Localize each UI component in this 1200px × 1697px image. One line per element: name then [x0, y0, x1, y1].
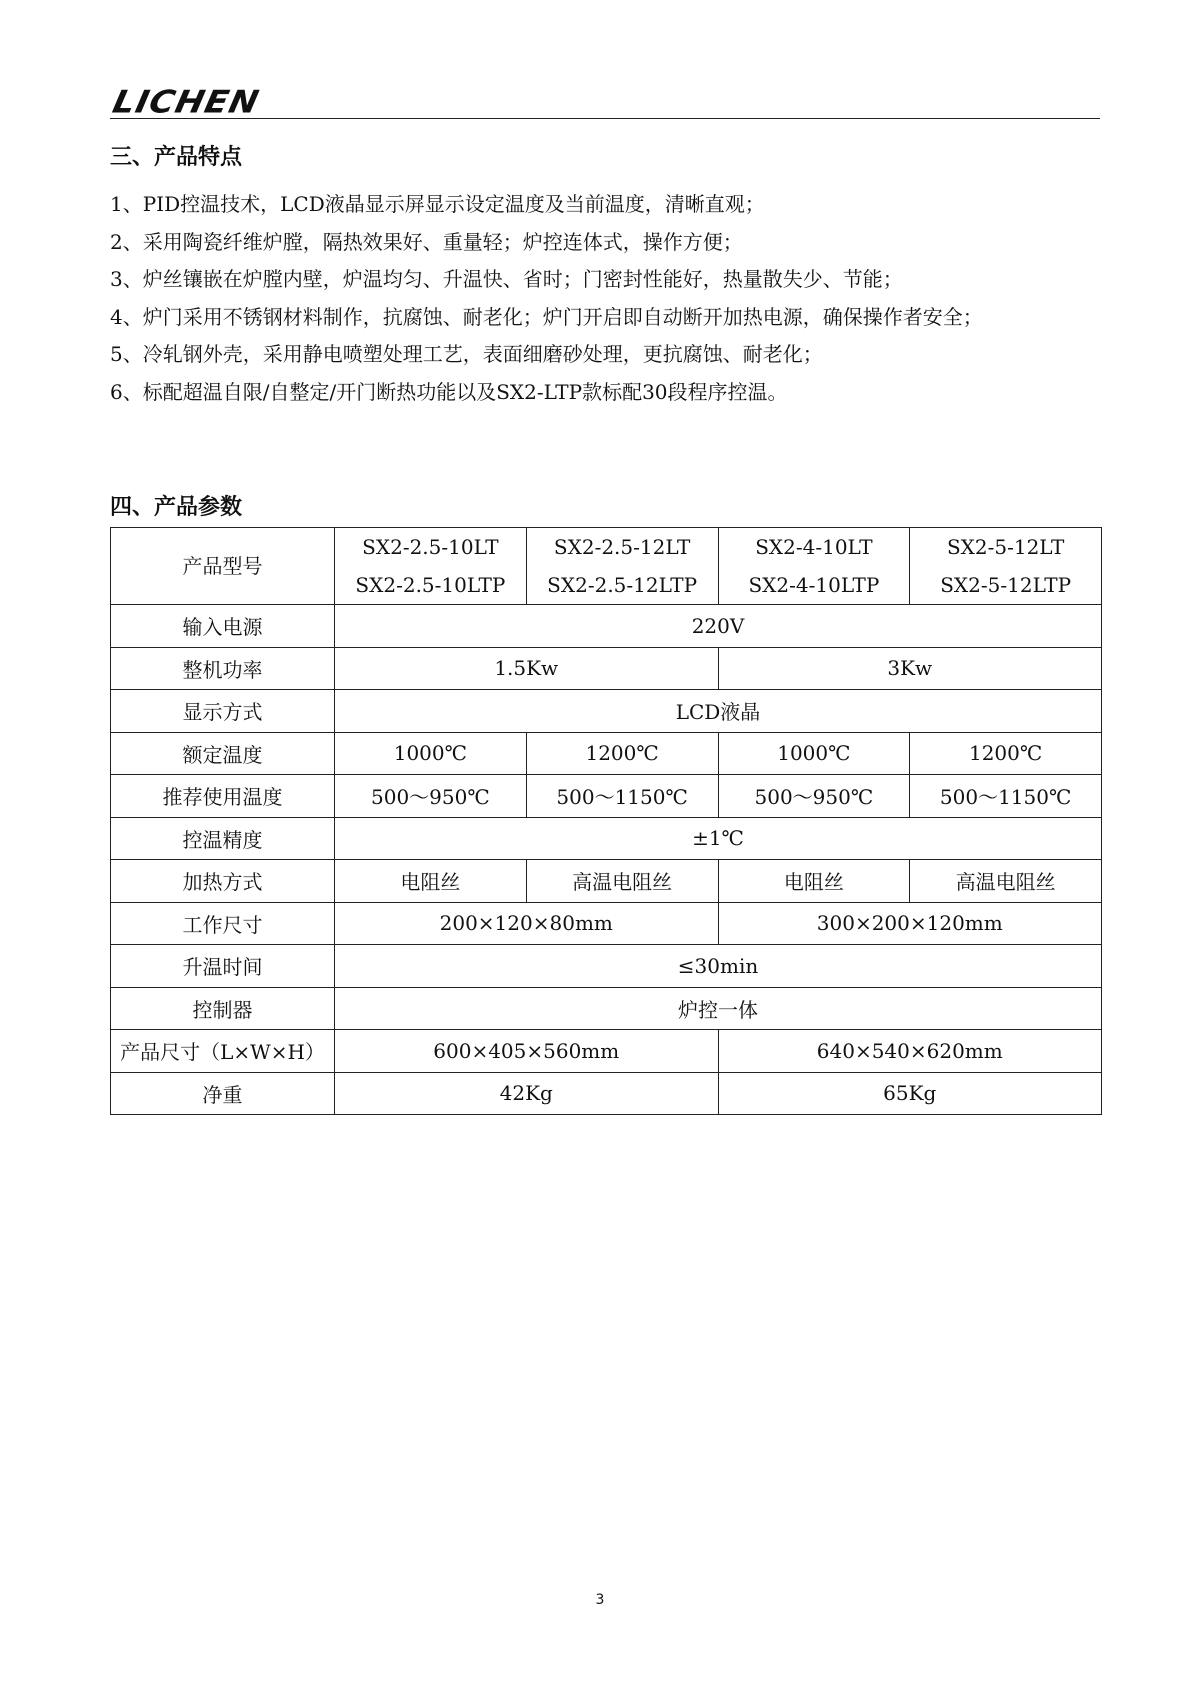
table-cell: 1200℃ [910, 732, 1102, 775]
row-label: 工作尺寸 [111, 902, 335, 945]
table-row [111, 987, 1102, 1030]
feature-item: 5、冷轧钢外壳，采用静电喷塑处理工艺，表面细磨砂处理，更抗腐蚀、耐老化； [110, 342, 823, 366]
page-header [110, 78, 1100, 119]
table-row [111, 1072, 1102, 1115]
row-label: 净重 [111, 1072, 335, 1115]
row-label: 产品型号 [111, 528, 335, 605]
page-number: 3 [595, 1592, 605, 1608]
params-title: 四、产品参数 [110, 495, 243, 520]
table-row [111, 945, 1102, 988]
table-row [111, 732, 1102, 775]
table-cell: ±1℃ [335, 817, 1102, 860]
table-cell: 500～950℃ [718, 775, 910, 818]
feature-item: 3、炉丝镶嵌在炉膛内壁，炉温均匀、升温快、省时；门密封性能好，热量散失少、节能； [110, 267, 903, 291]
table-cell: 200×120×80mm [335, 902, 719, 945]
table-row [111, 902, 1102, 945]
table-cell: 1000℃ [718, 732, 910, 775]
model-cell: SX2-5-12LT SX2-5-12LTP [910, 528, 1102, 605]
table-cell: 3Kw [718, 647, 1102, 690]
row-label: 产品尺寸（L×W×H） [111, 1030, 335, 1073]
table-row [111, 860, 1102, 903]
table-cell: 500～950℃ [335, 775, 527, 818]
row-label: 控温精度 [111, 817, 335, 860]
table-cell: LCD液晶 [335, 690, 1102, 733]
table-cell: 500～1150℃ [526, 775, 718, 818]
features-title: 三、产品特点 [110, 145, 243, 170]
row-label: 控制器 [111, 987, 335, 1030]
model-cell: SX2-2.5-10LT SX2-2.5-10LTP [335, 528, 527, 605]
table-cell: 电阻丝 [718, 860, 910, 903]
table-row [111, 1030, 1102, 1073]
table-cell: 电阻丝 [335, 860, 527, 903]
table-cell: 1200℃ [526, 732, 718, 775]
row-label: 整机功率 [111, 647, 335, 690]
table-cell: 65Kg [718, 1072, 1102, 1115]
table-cell: 1000℃ [335, 732, 527, 775]
row-label: 加热方式 [111, 860, 335, 903]
row-label: 升温时间 [111, 945, 335, 988]
table-row [111, 690, 1102, 733]
params-table [110, 527, 1102, 1115]
table-row [111, 528, 1102, 605]
feature-item: 1、PID控温技术，LCD液晶显示屏显示设定温度及当前温度，清晰直观； [110, 192, 765, 216]
table-cell: 高温电阻丝 [910, 860, 1102, 903]
table-cell: 300×200×120mm [718, 902, 1102, 945]
features-list [110, 186, 1100, 411]
table-row [111, 775, 1102, 818]
table-cell: 高温电阻丝 [526, 860, 718, 903]
table-row [111, 647, 1102, 690]
model-cell: SX2-4-10LT SX2-4-10LTP [718, 528, 910, 605]
brand-logo: LICHEN [109, 83, 263, 121]
table-cell: 600×405×560mm [335, 1030, 719, 1073]
row-label: 显示方式 [111, 690, 335, 733]
row-label: 推荐使用温度 [111, 775, 335, 818]
feature-item: 6、标配超温自限/自整定/开门断热功能以及SX2-LTP款标配30段程序控温。 [110, 379, 788, 404]
feature-item: 4、炉门采用不锈钢材料制作，抗腐蚀、耐老化；炉门开启即自动断开加热电源，确保操作者安全； [110, 304, 983, 329]
table-cell: 640×540×620mm [718, 1030, 1102, 1073]
table-row [111, 817, 1102, 860]
table-cell: 500～1150℃ [910, 775, 1102, 818]
table-cell: 炉控一体 [335, 987, 1102, 1030]
table-cell: ≤30min [335, 945, 1102, 988]
model-cell: SX2-2.5-12LT SX2-2.5-12LTP [526, 528, 718, 605]
feature-item: 2、采用陶瓷纤维炉膛，隔热效果好、重量轻；炉控连体式，操作方便； [110, 229, 743, 254]
table-cell: 1.5Kw [335, 647, 719, 690]
table-row [111, 605, 1102, 648]
table-cell: 42Kg [335, 1072, 719, 1115]
row-label: 额定温度 [111, 732, 335, 775]
table-cell: 220V [335, 605, 1102, 648]
row-label: 输入电源 [111, 605, 335, 648]
